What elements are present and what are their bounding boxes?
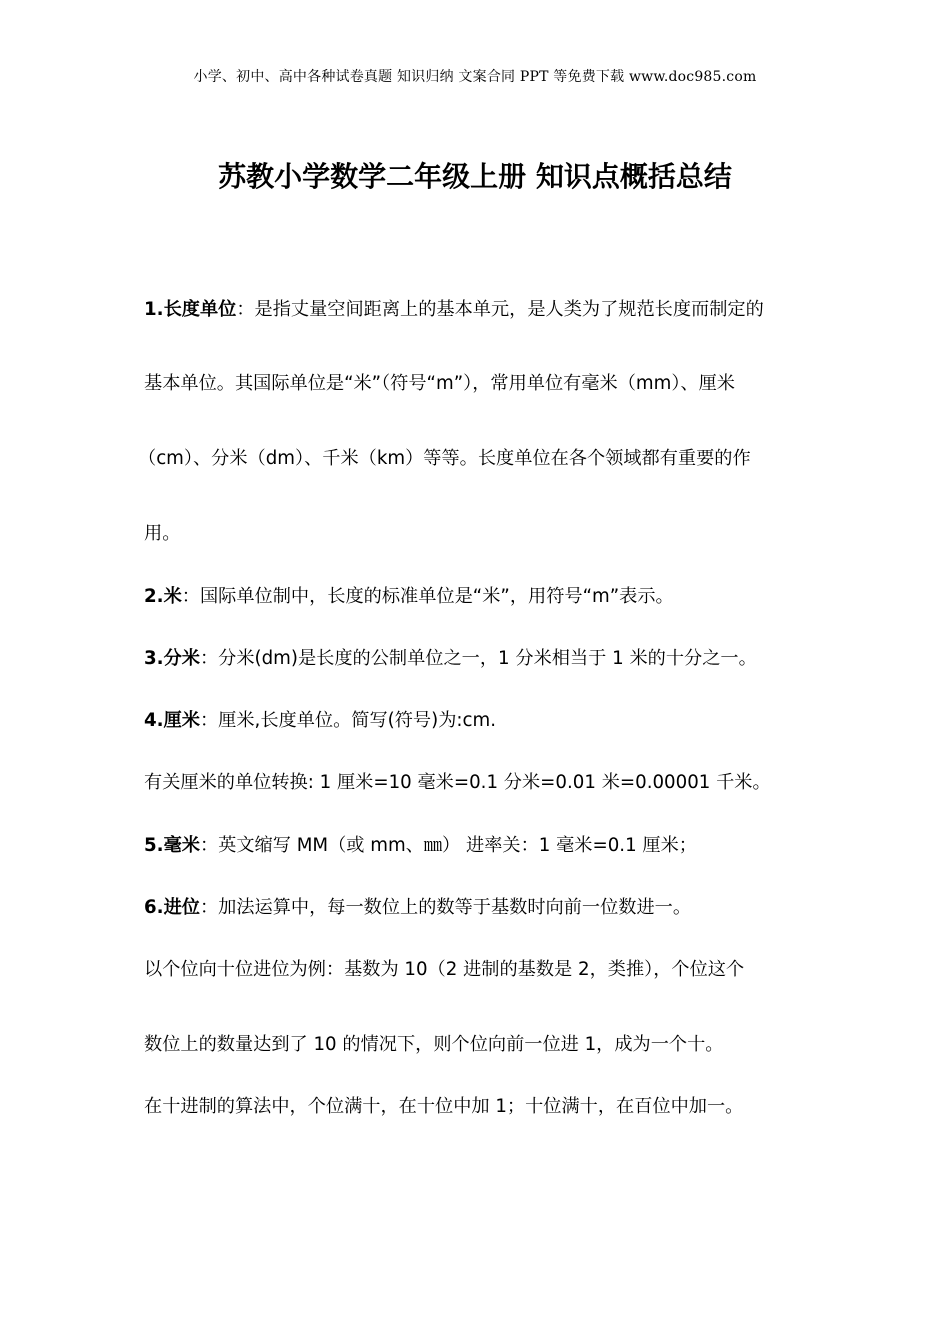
section-1-line-4: 用。 <box>144 523 181 544</box>
section-2-term: 2.米 <box>144 586 182 607</box>
section-1-separator: ： <box>236 299 255 320</box>
section-6-line <box>144 895 691 921</box>
section-3-line <box>144 646 757 672</box>
section-5-term: 5.毫米 <box>144 835 200 856</box>
section-3-text: 分米(dm)是长度的公制单位之一，1 分米相当于 1 米的十分之一。 <box>218 648 757 669</box>
section-6-example-line-1: 以个位向十位进位为例：基数为 10（2 进制的基数是 2，类推），个位这个 <box>144 959 745 980</box>
section-1-text-1: 是指丈量空间距离上的基本单元，是人类为了规范长度而制定的 <box>254 299 764 320</box>
section-5-separator: ： <box>199 835 219 856</box>
section-4-term: 4.厘米 <box>144 710 200 731</box>
section-2-separator: ： <box>181 586 200 607</box>
section-6-example-line-2: 数位上的数量达到了 10 的情况下，则个位向前一位进 1，成为一个十。 <box>144 1034 724 1055</box>
section-6-separator: ： <box>199 897 219 918</box>
section-6-example-line-3: 在十进制的算法中，个位满十，在十位中加 1；十位满十，在百位中加一。 <box>144 1096 744 1117</box>
section-5-line <box>144 833 697 859</box>
page-header-note: 小学、初中、高中各种试卷真题 知识归纳 文案合同 PPT 等免费下载 www.doc985.com <box>193 69 757 85</box>
section-4-text: 厘米,长度单位。简写(符号)为:cm. <box>218 710 497 731</box>
section-2-line <box>144 584 674 610</box>
section-1-line-3: （cm）、分米（dm）、千米（km）等等。长度单位在各个领域都有重要的作 <box>138 448 751 469</box>
section-5-text: 英文缩写 MM（或 mm、㎜） 进率关：1 毫米=0.1 厘米； <box>218 835 697 856</box>
section-3-separator: ： <box>199 648 219 669</box>
section-1-line-1 <box>144 297 764 323</box>
section-4-line <box>144 708 496 734</box>
section-4-separator: ： <box>199 710 219 731</box>
section-3-term: 3.分米 <box>144 648 200 669</box>
section-6-text: 加法运算中，每一数位上的数等于基数时向前一位数进一。 <box>218 897 692 918</box>
document-title: 苏教小学数学二年级上册 知识点概括总结 <box>218 160 732 193</box>
section-4-extra: 有关厘米的单位转换: 1 厘米=10 毫米=0.1 分米=0.01 米=0.00001 千米。 <box>144 772 771 793</box>
section-6-term: 6.进位 <box>144 897 200 918</box>
section-1-term: 1.长度单位 <box>144 299 237 320</box>
section-2-text: 国际单位制中，长度的标准单位是“米”，用符号“m”表示。 <box>199 586 674 607</box>
section-1-line-2: 基本单位。其国际单位是“米”（符号“m”），常用单位有毫米（mm）、厘米 <box>144 373 735 394</box>
